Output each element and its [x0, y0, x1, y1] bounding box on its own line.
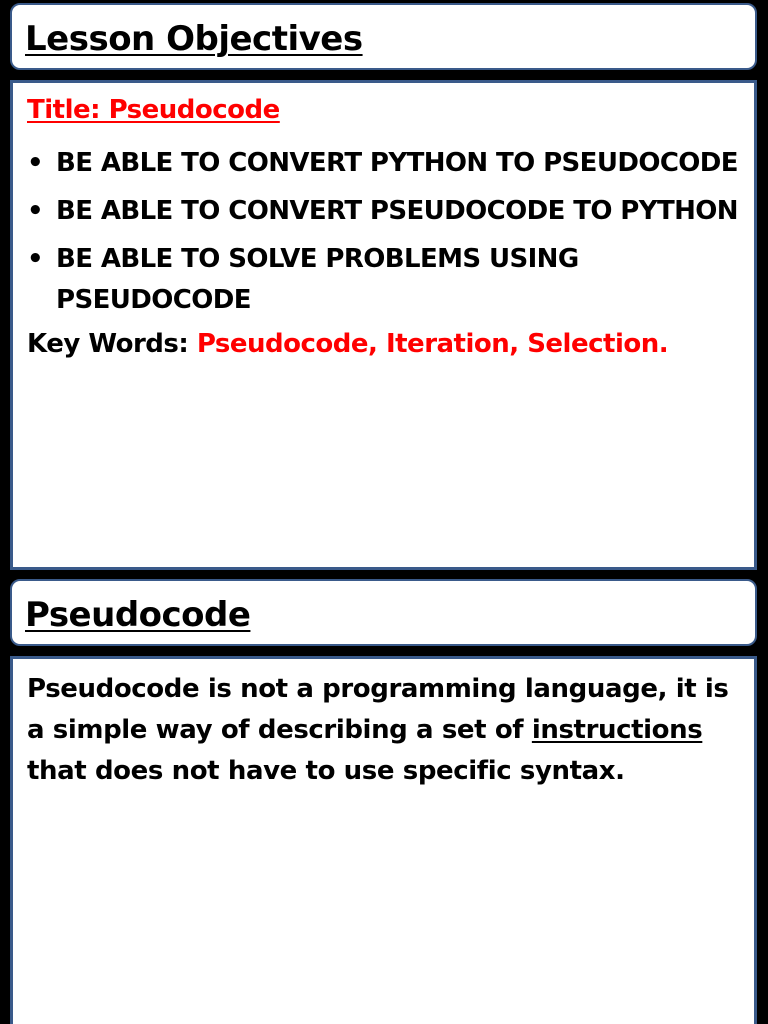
- key-words-label: Key Words:: [27, 329, 189, 359]
- key-words: [27, 329, 668, 359]
- lesson-title: Title: Pseudocode: [27, 95, 280, 125]
- lesson-objectives-heading: Lesson Objectives: [25, 19, 363, 59]
- bullet-icon: •: [27, 148, 44, 178]
- objective-item: [27, 191, 742, 232]
- pseudocode-description: [27, 669, 742, 792]
- bullet-icon: •: [27, 244, 44, 274]
- pseudocode-panel: [10, 656, 757, 1024]
- lesson-objectives-header: [10, 3, 757, 70]
- objective-text: BE ABLE TO CONVERT PYTHON TO PSEUDOCODE: [56, 148, 738, 178]
- objective-item: [27, 143, 742, 184]
- pseudocode-heading: Pseudocode: [25, 595, 251, 635]
- objectives-list: [27, 143, 742, 328]
- lesson-objectives-panel: [10, 80, 757, 570]
- bullet-icon: •: [27, 196, 44, 226]
- description-text-start: Pseudocode is not a programming language, it is a simple way of describing a set of: [27, 674, 729, 745]
- key-words-value: Pseudocode, Iteration, Selection.: [196, 329, 669, 359]
- objective-text: BE ABLE TO SOLVE PROBLEMS USING PSEUDOCODE: [56, 244, 579, 315]
- objective-text: BE ABLE TO CONVERT PSEUDOCODE TO PYTHON: [56, 196, 738, 226]
- objective-item: [27, 239, 742, 321]
- pseudocode-header: [10, 579, 757, 646]
- description-text-end: that does not have to use specific syntax.: [27, 756, 625, 786]
- description-underlined-word: instructions: [531, 715, 703, 745]
